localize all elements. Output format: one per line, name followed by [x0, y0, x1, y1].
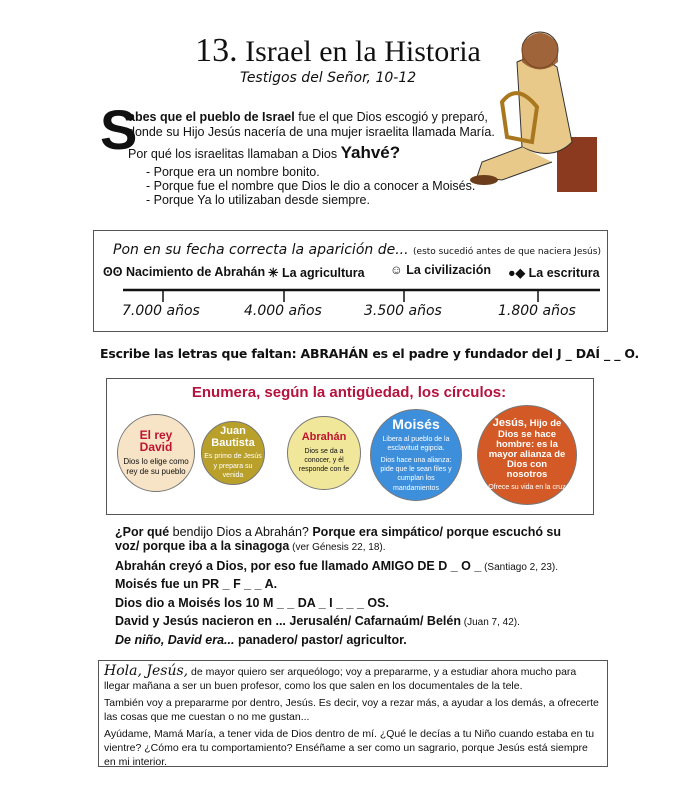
- question-amigo-de-dios: Abrahán creyó a Dios, por eso fue llamado AMIGO DE D _ O _ (Santiago 2, 23).: [115, 559, 559, 573]
- question-belen: David y Jesús nacieron en ... Jerusalén/ Cafarnaúm/ Belén (Juan 7, 42).: [115, 614, 520, 628]
- circle-moises[interactable]: Moisés Libera al pueblo de la esclavitud egipcia. Dios hace una alianza: pide que le sean files y cumplan los mandamientos: [370, 409, 462, 501]
- question-abrahan-blessing: ¿Por qué bendijo Dios a Abrahán? Porque era simpático/ porque escuchó su voz/ porque iba a la sinagoga (ver Génesis 22, 18).: [115, 525, 562, 553]
- event-civilizacion[interactable]: ☺ La civilización: [390, 263, 492, 277]
- question-david-pastor: De niño, David era... panadero/ pastor/ agricultor.: [115, 633, 407, 647]
- date-label: 3.500 años: [364, 303, 442, 319]
- fill-letters-exercise: Escribe las letras que faltan: ABRAHÁN es el padre y fundador del J _ DAÍ _ _ O.: [100, 346, 640, 361]
- date-label: 1.800 años: [498, 303, 576, 319]
- circle-jesus[interactable]: Jesús, Hijo de Dios se hace hombre: es la mayor alianza de Dios con nosotros Ofrece su vida en la cruz: [477, 405, 577, 505]
- intro-question: Por qué los israelitas llamaban a Dios Yahvé?: [128, 143, 401, 162]
- subtitle: Testigos del Señor, 10-12: [240, 70, 417, 86]
- timeline-instruction: Pon en su fecha correcta la aparición de... (esto sucedió antes de que naciera Jesús): [113, 242, 601, 258]
- option-1: - Porque era un nombre bonito.: [146, 165, 320, 179]
- intro-line-1: abes que el pueblo de Israel fue el que Dios escogió y preparó,: [128, 110, 488, 124]
- page-title: 13. Israel en la Historia: [195, 32, 481, 69]
- face-icon: ☺: [390, 263, 403, 277]
- timeline-axis: [0, 0, 700, 320]
- drop-cap: S: [100, 98, 138, 161]
- prayer-paragraph-1: Hola, Jesús, de mayor quiero ser arqueólogo; voy a prepararme, y a estudiar ahora mucho para llegar mañana a ser un buen profesor, como los que salen en los documentales de la tele.: [104, 663, 577, 692]
- question-moises-profeta: Moisés fue un PR _ F _ _ A.: [115, 577, 278, 591]
- prayer-box: [98, 660, 608, 767]
- event-escritura[interactable]: ●◆ La escritura: [508, 266, 600, 280]
- circle-juan-bautista[interactable]: Juan Bautista Es primo de Jesús y prepara su venida: [201, 421, 265, 485]
- circle-abrahan[interactable]: Abrahán Dios se da a conocer, y él responde con fe: [287, 416, 361, 490]
- event-agricultura[interactable]: ✳ La agricultura: [268, 266, 365, 280]
- arrow-shape-icon: ●◆: [508, 266, 526, 280]
- intro-line-2: donde su Hijo Jesús nacería de una mujer israelita llamada María.: [128, 125, 495, 139]
- prayer-paragraph-2: También voy a prepararme por dentro, Jesús. Es decir, voy a rezar más, a ayudar a los demás, a ofrecerte las cosas que me cuestan o no me gustan...: [104, 697, 599, 723]
- date-label: 4.000 años: [244, 303, 322, 319]
- question-mandamientos: Dios dio a Moisés los 10 M _ _ DA _ I _ _ _ OS.: [115, 596, 389, 610]
- event-abrahan[interactable]: ʘʘ Nacimiento de Abrahán: [103, 265, 266, 279]
- date-label: 7.000 años: [122, 303, 200, 319]
- option-3: - Porque Ya lo utilizaban desde siempre.: [146, 193, 370, 207]
- prayer-paragraph-3: Ayúdame, Mamá María, a tener vida de Dios dentro de mí. ¿Qué le decías a tu Niño cuando estaba en tu vientre? ¿Cómo era tu comportamiento? Enséñame a ser como un sagrario, porque Jesús está siempre en mi interior.: [104, 728, 595, 768]
- option-2: - Porque fue el nombre que Dios le dio a conocer a Moisés.: [146, 179, 476, 193]
- sun-burst-icon: ✳: [268, 266, 279, 280]
- circles-title: Enumera, según la antigüedad, los círculos:: [191, 384, 507, 401]
- circle-david[interactable]: El rey David Dios lo elige como rey de su pueblo: [117, 414, 195, 492]
- eyes-face-icon: ʘʘ: [103, 265, 123, 279]
